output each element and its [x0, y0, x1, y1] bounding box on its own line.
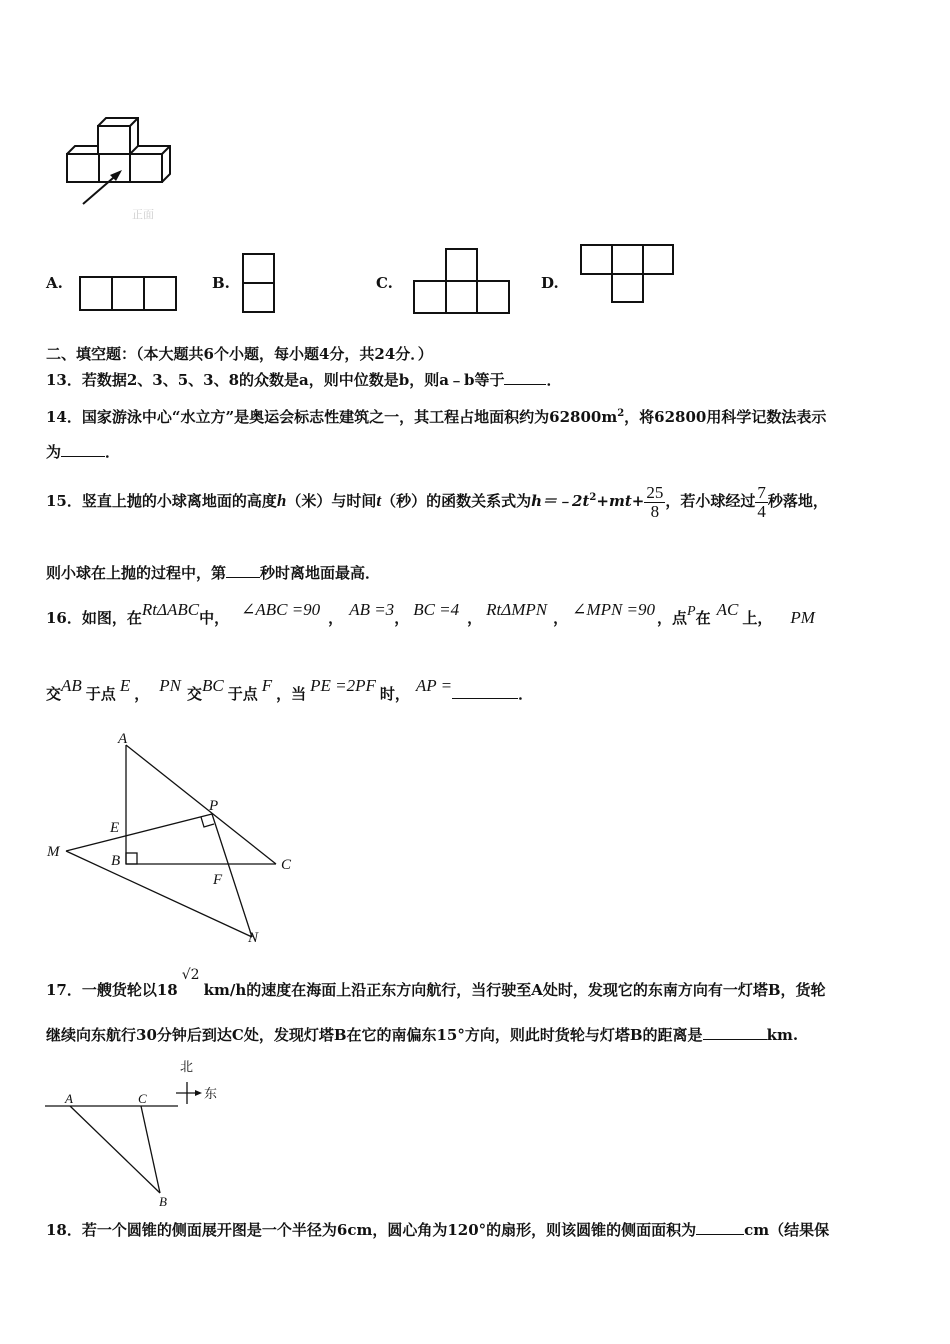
- q16-c4: 上，: [742, 609, 773, 627]
- option-c-label: C.: [376, 274, 393, 292]
- q16-m4: BC =4: [413, 600, 460, 619]
- q14-line2-tail: ．: [105, 443, 121, 461]
- q17-line2-tail: km.: [766, 1026, 799, 1044]
- q16-s2: ，: [394, 609, 410, 627]
- q14-line1: 14．国家游泳中心“水立方”是奥运会标志性建筑之一，其工程占地面积约为62800m: [46, 408, 618, 426]
- label-C: C: [281, 857, 292, 873]
- label-N: N: [248, 930, 259, 946]
- q14-line2-head: 为: [46, 443, 62, 461]
- q17-lead: 17．一艘货轮以18: [46, 981, 178, 999]
- q17-line2: 继续向东航行30分钟后到达C处，发现灯塔B在它的南偏东15°方向，则此时货轮与灯塔B的距离是: [46, 1026, 703, 1044]
- q16-m14: F: [261, 676, 273, 695]
- q16-l2f: ，当: [276, 685, 307, 703]
- label-E: E: [110, 820, 120, 836]
- q16-m12: PN: [159, 676, 181, 695]
- q15-mid: ，若小球经过: [665, 492, 756, 510]
- q16-m13: BC: [201, 676, 224, 695]
- section-title: 二、填空题：（本大题共6个小题，每小题4分，共24分．）: [46, 345, 433, 363]
- option-a-label: A.: [46, 274, 63, 292]
- q15-line2-tail: 秒时离地面最高．: [260, 564, 381, 582]
- q13-text: 13．若数据2、3、5、3、8的众数是a，则中位数是b，则a﹣b等于: [46, 371, 505, 389]
- q16-c1: 中，: [199, 609, 230, 627]
- q15-unit-s: （秒）的函数关系式为: [381, 492, 532, 510]
- q16-m1: RtΔABC: [141, 600, 200, 619]
- q16-m3: AB =3: [349, 600, 395, 619]
- q16-l2h: ．: [518, 685, 534, 703]
- q16-c3: 在: [695, 609, 711, 627]
- option-d-label: D.: [541, 274, 559, 292]
- label-B: B: [159, 1194, 167, 1209]
- q18-tail: cm（结果保: [744, 1221, 830, 1239]
- east-arrow-icon: [195, 1090, 202, 1096]
- q14-line1-tail: ，将62800用科学记数法表示: [624, 408, 827, 426]
- q17-rest: km/h的速度在海面上沿正东方向航行，当行驶至A处时，发现它的东南方向有一灯塔B，货轮: [203, 981, 826, 999]
- label-B: B: [111, 853, 121, 869]
- q16-l2d: 交: [186, 685, 202, 703]
- q16-l2a: 交: [46, 685, 62, 703]
- q16-m7: P: [687, 604, 696, 619]
- q16-l2g: 时，: [379, 685, 410, 703]
- q16-m5: RtΔMPN: [486, 600, 548, 619]
- question-18: [46, 1220, 829, 1240]
- q18-answer-blank[interactable]: [696, 1220, 744, 1235]
- q17-sqrt: √2: [181, 967, 200, 983]
- label-C: C: [138, 1091, 147, 1106]
- q14-sup: 2: [617, 408, 625, 419]
- north-label: 北: [180, 1060, 194, 1075]
- q16-m2: ∠ABC =90: [241, 600, 321, 619]
- q16-m6: ∠MPN =90: [572, 600, 656, 619]
- frac2-den: 4: [757, 501, 766, 521]
- q16-m9: PM: [790, 608, 815, 627]
- q18-text: 18．若一个圆锥的侧面展开图是一个半径为6cm，圆心角为120°的扇形，则该圆锥的侧面面积为: [46, 1221, 697, 1239]
- q13-tail: ．: [546, 371, 562, 389]
- q16-l2e: 于点: [227, 685, 258, 703]
- q16-s1: ，: [328, 609, 344, 627]
- q16-s3: ，: [467, 609, 483, 627]
- frac1-num: 25: [646, 482, 664, 502]
- q15-formula-tail: +mt+: [596, 492, 645, 510]
- q15-h: h: [276, 491, 287, 510]
- q16-l2b: 于点: [85, 685, 116, 703]
- q15-t: t: [376, 491, 382, 510]
- q15-unit-m: （米）与时间: [286, 492, 377, 510]
- q15-end: 秒落地，: [767, 492, 828, 510]
- q16-m15: PE =2PF: [310, 676, 376, 695]
- frac1-den: 8: [650, 501, 660, 521]
- q15-lead: 15．竖直上抛的小球离地面的高度: [46, 492, 277, 510]
- q16-m8: AC: [716, 600, 739, 619]
- front-view-caption: 正面: [132, 208, 154, 221]
- q16-s4: ，: [553, 609, 569, 627]
- q16-lead: 16．如图，在: [46, 609, 142, 627]
- q16-m16: AP =: [415, 676, 453, 695]
- q16-m10: AB: [61, 676, 82, 695]
- label-P: P: [209, 798, 219, 814]
- q15-line2-head: 则小球在上抛的过程中，第: [46, 564, 227, 582]
- q16-l2c: ，: [134, 685, 150, 703]
- q15-formula-head: h＝﹣2t: [531, 492, 590, 510]
- q15-formula-sup: 2: [589, 492, 597, 503]
- label-M: M: [47, 844, 60, 860]
- q16-c2: ，点: [657, 609, 688, 627]
- option-b-label: B.: [212, 274, 230, 292]
- east-label: 东: [204, 1087, 218, 1102]
- q16-m11: E: [119, 676, 131, 695]
- label-A: A: [118, 731, 128, 747]
- frac2-num: 7: [757, 482, 766, 502]
- label-F: F: [213, 872, 223, 888]
- label-A: A: [65, 1091, 73, 1106]
